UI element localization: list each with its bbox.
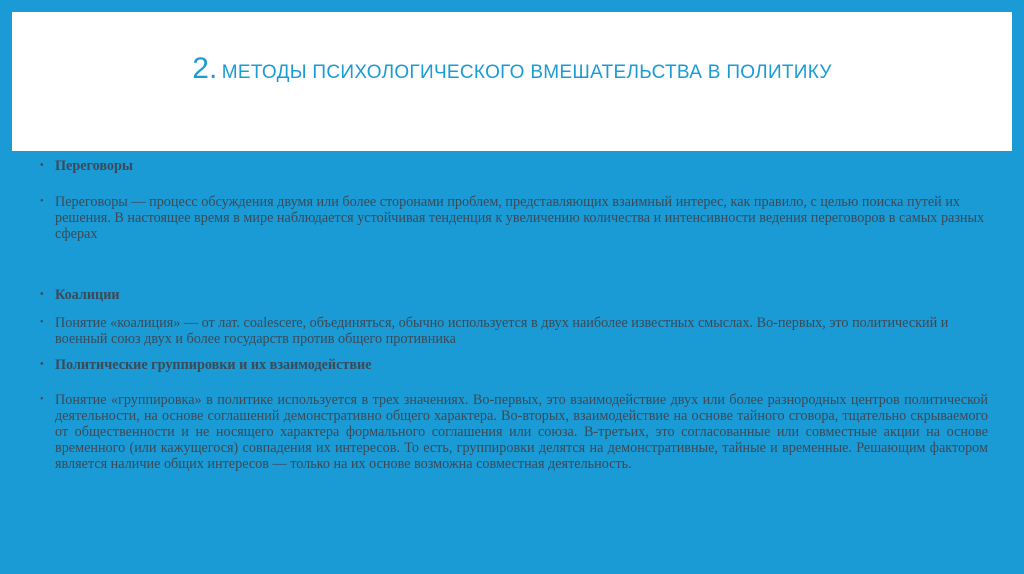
- slide-title-number: 2.: [192, 52, 218, 85]
- bullet-icon: •: [40, 160, 44, 171]
- slide-title-text: МЕТОДЫ ПСИХОЛОГИЧЕСКОГО ВМЕШАТЕЛЬСТВА В ПОЛИТИКУ: [221, 62, 832, 83]
- title-panel: [12, 12, 1012, 151]
- slide-content: [40, 158, 988, 472]
- bullet-heading-coalitions: [40, 287, 988, 303]
- bullet-heading-groupings: [40, 357, 988, 373]
- bullet-icon: •: [40, 359, 44, 370]
- heading-text: Переговоры: [55, 158, 133, 174]
- bullet-icon: •: [40, 289, 44, 300]
- bullet-coalitions-definition: [40, 315, 975, 347]
- bullet-icon: •: [40, 394, 44, 405]
- bullet-heading-negotiations: [40, 158, 988, 174]
- heading-text: Политические группировки и их взаимодействие: [55, 357, 372, 373]
- heading-text: Коалиции: [55, 287, 120, 303]
- slide-title: [12, 52, 1012, 86]
- bullet-icon: •: [40, 196, 44, 207]
- paragraph-text: Переговоры — процесс обсуждения двумя или более сторонами проблем, представляющих взаимный интерес, как правило, с целью поиска путей их решения. В настоящее время в мире наблюдается устойчивая тенденция к увеличению количества и интенсивности ведения переговоров в самых разных сферах: [55, 194, 985, 242]
- paragraph-text: Понятие «группировка» в политике используется в трех значениях. Во-первых, это взаимодействие двух или более разнородных центров политической деятельности, на основе соглашений демонстративно общего характера. Во-вторых, взаимодействие на основе тайного сговора, тщательно скрываемого от общественности и не носящего характера формального соглашения или союза. В-третьих, это согласованные или совместные акции на основе временного (или кажущегося) совпадения их интересов. То есть, группировки делятся на демонстративные, тайные и временные. Решающим фактором является наличие общих интересов — только на их основе возможна совместная деятельность.: [55, 392, 988, 472]
- bullet-negotiations-definition: [40, 194, 985, 242]
- bullet-groupings-definition: [40, 392, 988, 472]
- bullet-icon: •: [40, 317, 44, 328]
- paragraph-text: Понятие «коалиция» — от лат. coalescere, объединяться, обычно используется в двух наиболее известных смыслах. Во-первых, это политический и военный союз двух и более государств против общего противника: [55, 315, 949, 347]
